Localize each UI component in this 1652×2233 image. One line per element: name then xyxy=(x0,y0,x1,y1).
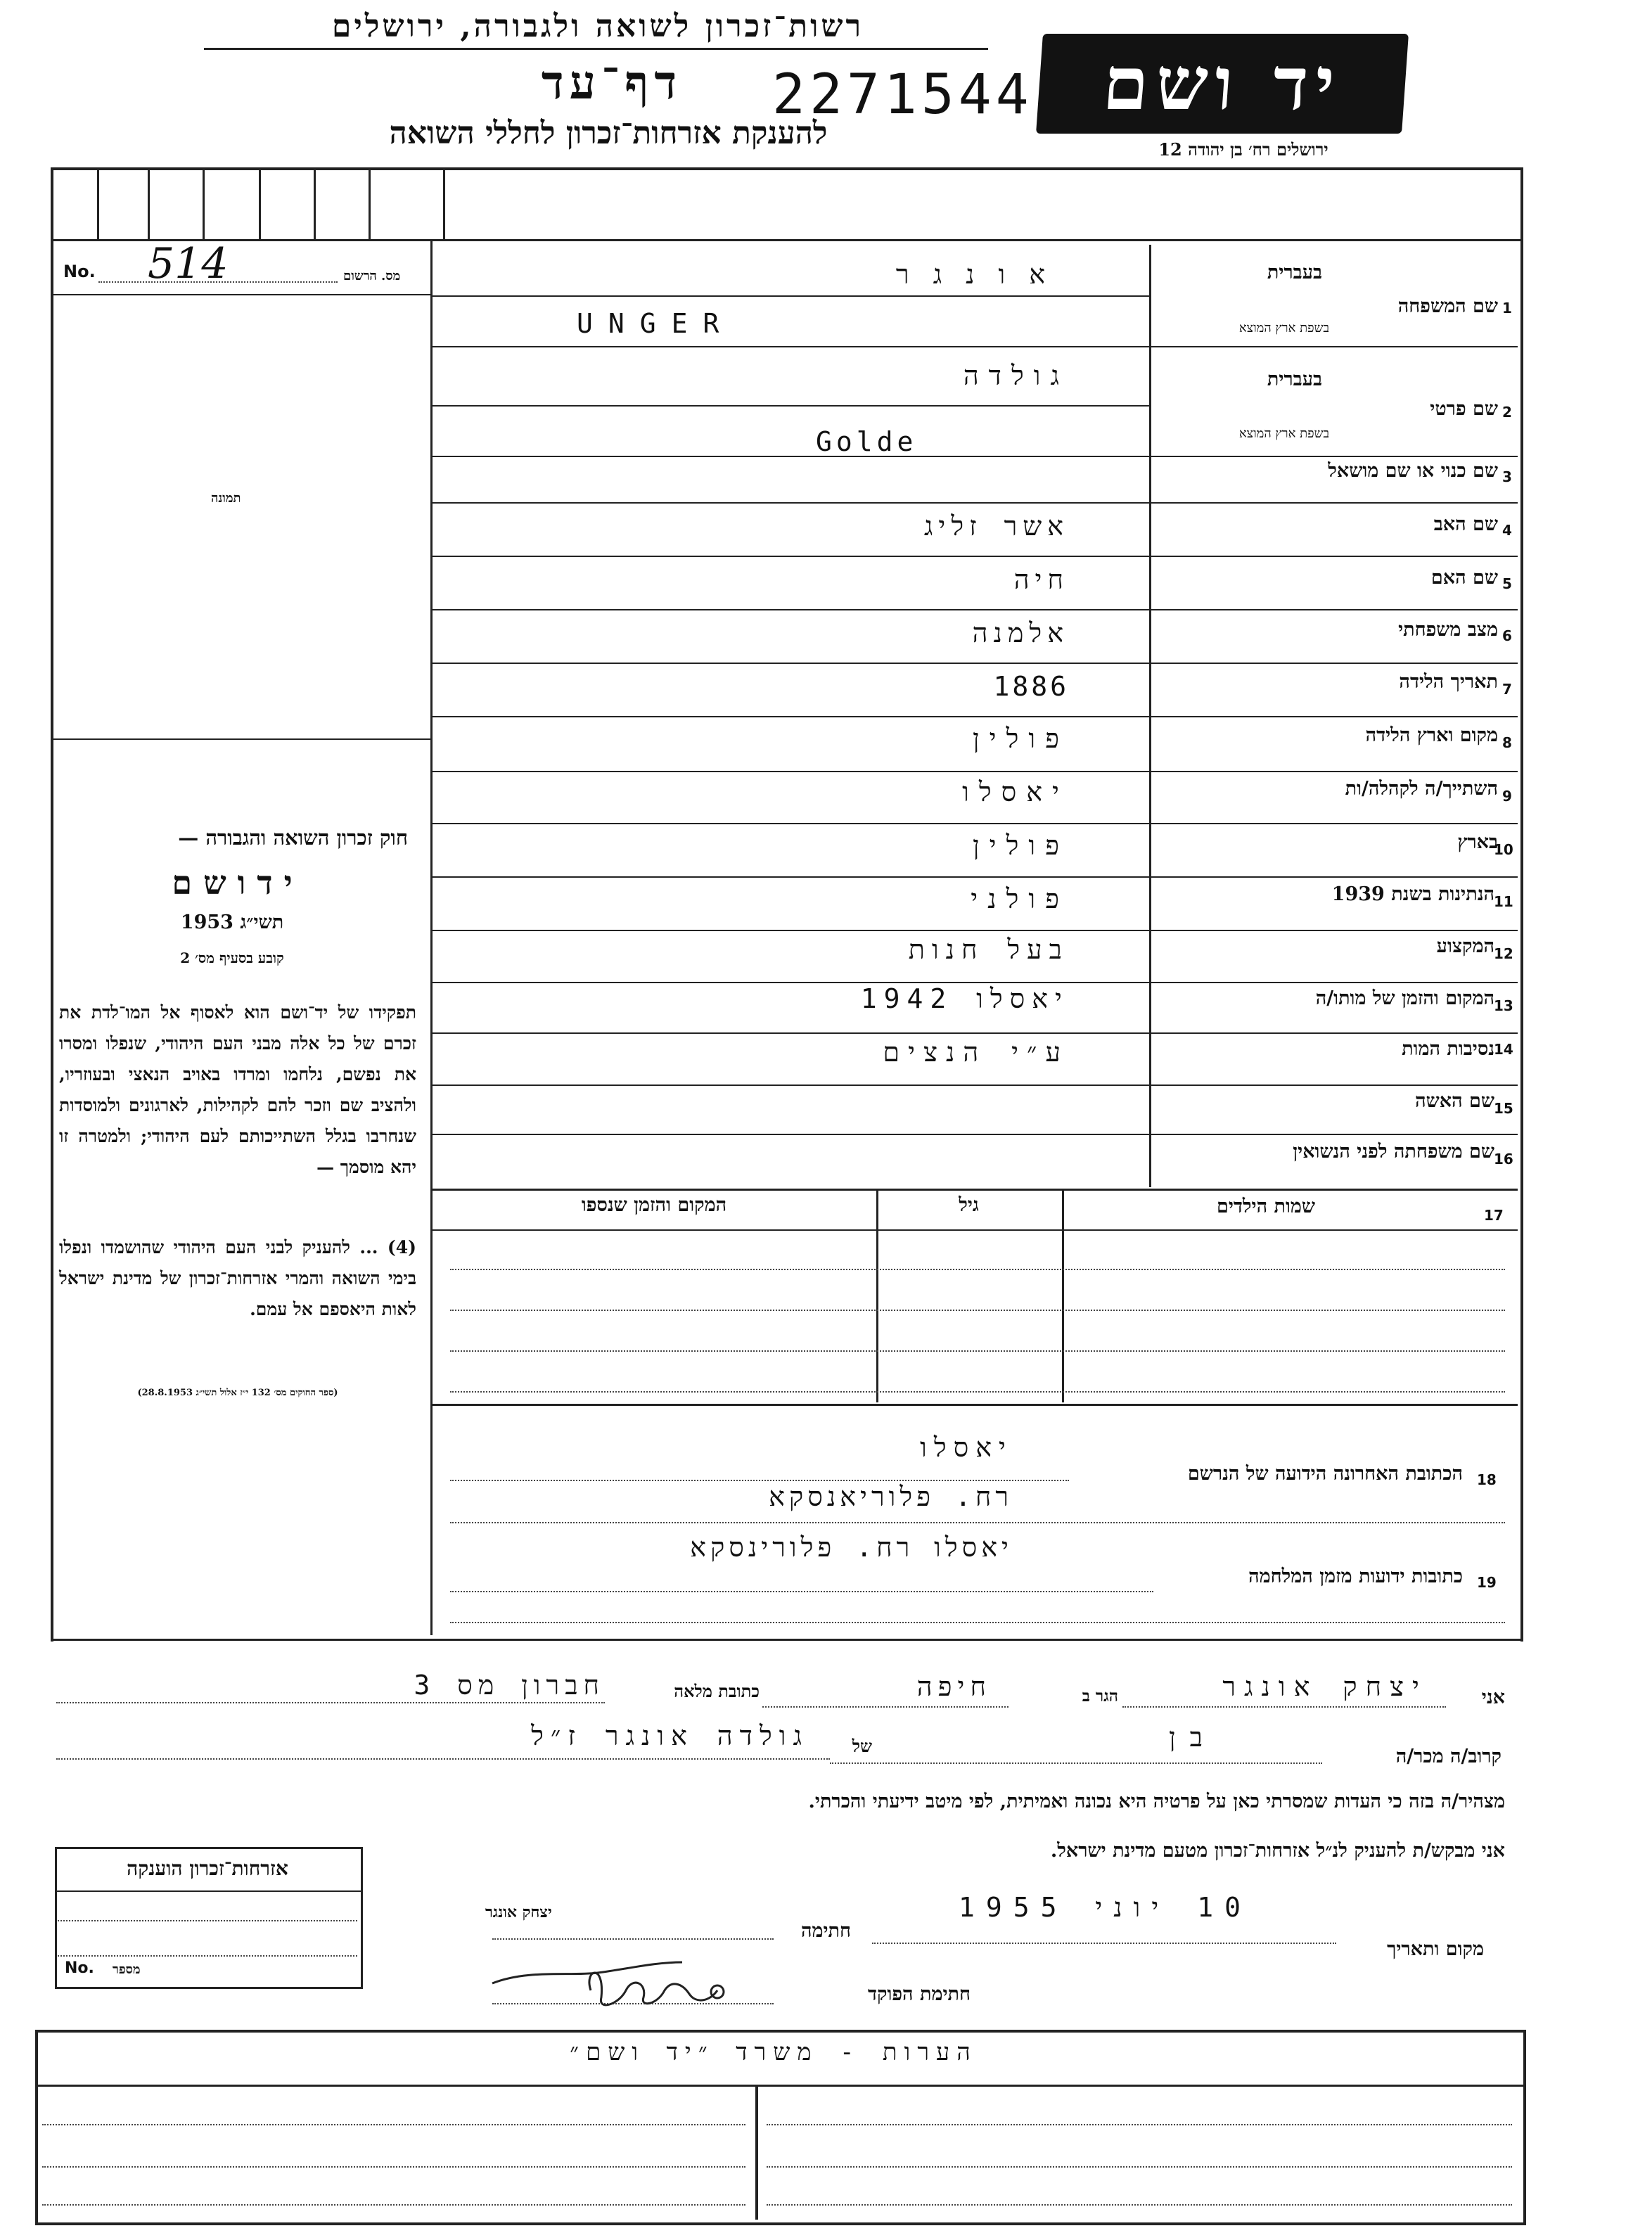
field-16-label: שם משפחתה לפני הנשואין xyxy=(1293,1141,1494,1163)
field-4-label: שם האב xyxy=(1433,513,1498,535)
citizenship-box-dotted xyxy=(58,1920,357,1921)
full-address-label: כתובת מלאה xyxy=(674,1681,760,1701)
field-14-label: נסיבות המות xyxy=(1402,1038,1494,1060)
declarant-signature: יצחק אונגר xyxy=(485,1903,552,1921)
field-3-label: שם כנוי או שם מושאל xyxy=(1328,460,1498,482)
field-16-number: 16 xyxy=(1494,1151,1513,1167)
remarks-line xyxy=(42,2124,745,2125)
field-2-sub-top: בעברית xyxy=(1267,369,1322,390)
relative-label: קרוב/ה מכר/ה xyxy=(1395,1746,1501,1767)
field-18-value-line1: יאסלו xyxy=(920,1432,1013,1463)
field-3-number: 3 xyxy=(1502,468,1512,485)
field-1-number: 1 xyxy=(1502,300,1512,316)
field-15-label: שם האשה xyxy=(1415,1090,1494,1112)
authority-title: רשות־זכרון לשואה ולגבורה, ירושלים xyxy=(331,8,864,44)
remarks-title: הערות - משרד ״יד ושם״ xyxy=(570,2038,978,2066)
field-7-label: תאריך הלידה xyxy=(1399,671,1498,693)
field-2-value: גולדה xyxy=(963,360,1069,391)
declarant-full-address: חברון מס 3 xyxy=(414,1670,605,1701)
law-text-main: תפקידו של יד־ושם הוא לאסוף אל המו־לדת את זכרם של כל אלה מבני העם היהודי, שנפלו ומסרו את נפשם, נלחמו ומרדו באויב הנאצי ובעוזריו, ולהציב שם וזכר להם לקהילות, לארגונים ולמוסדות שנחרבו בגלל השתייכותם לעם היהודי; ולמטרה זו יהא מוסמך — xyxy=(59,1002,416,1177)
photo-label: תמונה xyxy=(211,491,241,506)
children-col-age: גיל xyxy=(959,1194,979,1216)
declarant-name-line xyxy=(1122,1706,1446,1708)
row-line xyxy=(430,930,1518,931)
field-12-value: בעל חנות xyxy=(908,934,1069,965)
field-8-number: 8 xyxy=(1502,734,1512,751)
children-bottom-line xyxy=(430,1404,1518,1406)
declarant-relation: בן xyxy=(1169,1722,1217,1753)
field-19-number: 19 xyxy=(1477,1574,1497,1591)
officer-signature-scribble xyxy=(485,1941,738,2018)
field-4-value: אשר זליג xyxy=(923,511,1069,542)
declarant-city: חיפה xyxy=(916,1671,992,1702)
photo-divider xyxy=(51,738,430,740)
field-10-value: פולין xyxy=(972,830,1069,861)
field-10-label: בארץ xyxy=(1457,831,1498,853)
full-address-line xyxy=(56,1702,605,1703)
row-line xyxy=(430,876,1518,878)
field-18-number: 18 xyxy=(1477,1471,1497,1488)
field-9-label: השתייך/ה לקהלה/ות xyxy=(1345,778,1498,800)
law-title: חוק זכרון השואה והגבורה — xyxy=(178,826,408,850)
field-11-label: הנתינות בשנת 1939 xyxy=(1331,883,1494,905)
left-column-divider xyxy=(430,239,433,1635)
remarks-divider xyxy=(755,2085,758,2220)
children-row-line xyxy=(450,1310,1505,1311)
top-cell-divider xyxy=(369,167,371,239)
remarks-line xyxy=(42,2166,745,2168)
row-line xyxy=(430,1032,1518,1034)
top-row-divider xyxy=(51,239,1520,241)
declaration-text: מצהיר/ה בזה כי העדות שמסרתי כאן על פרטיה היא נכונה ואמיתית, לפי מיטב ידיעתי והכרתי. xyxy=(808,1791,1505,1812)
relation-line xyxy=(830,1762,1322,1764)
row-line xyxy=(430,1189,1518,1191)
row-line xyxy=(430,771,1518,772)
field-6-number: 6 xyxy=(1502,627,1512,644)
document-number: 2271544 xyxy=(772,63,1033,127)
row-line xyxy=(430,663,1518,664)
children-number: 17 xyxy=(1484,1207,1504,1224)
field-9-value: יאסלו xyxy=(962,776,1069,807)
field-14-number: 14 xyxy=(1494,1041,1513,1058)
children-header-line xyxy=(430,1229,1518,1231)
header-address: ירושלים רח׳ בן יהודה 12 xyxy=(1158,139,1328,160)
remarks-line xyxy=(767,2166,1512,2168)
children-row-line xyxy=(450,1269,1505,1270)
children-col-divider xyxy=(1062,1189,1064,1402)
field-11-value: פולני xyxy=(971,883,1069,914)
field-13-label: המקום והזמן של מותו/ה xyxy=(1315,987,1494,1009)
field-1-label: שם המשפחה xyxy=(1397,295,1498,317)
officer-signature-label: חתימת הפוקד xyxy=(868,1983,971,2005)
field-10-number: 10 xyxy=(1494,841,1513,858)
field-7-value: 1886 xyxy=(993,671,1069,702)
citizenship-box-dotted xyxy=(58,1955,357,1957)
row-line xyxy=(430,1084,1518,1086)
field-2-sub-bottom: בשפת ארץ המוצא xyxy=(1238,426,1329,441)
field-19-line xyxy=(450,1591,1153,1592)
row-line xyxy=(430,609,1518,610)
remarks-header-line xyxy=(35,2085,1523,2087)
declarant-city-line xyxy=(762,1706,1009,1708)
field-1-value-hebrew: אונגר xyxy=(895,259,1069,290)
reg-no-label: No. xyxy=(63,262,96,281)
deceased-name: גולדה אונגר ז״ל xyxy=(531,1720,809,1751)
row-line xyxy=(430,295,1149,297)
children-col-divider xyxy=(876,1189,878,1402)
field-12-label: המקצוע xyxy=(1436,935,1494,957)
children-col-names: שמות הילדים xyxy=(1216,1196,1316,1217)
row-line xyxy=(430,405,1149,407)
row-line xyxy=(430,1134,1518,1135)
field-2-label: שם פרטי xyxy=(1430,398,1498,420)
field-5-label: שם האם xyxy=(1430,567,1498,589)
field-6-label: מצב משפחתי xyxy=(1398,619,1498,641)
place-date-label: מקום ותאריך xyxy=(1387,1938,1484,1960)
reg-no-divider xyxy=(51,294,430,295)
field-1-sub-top: בעברית xyxy=(1267,262,1322,283)
citizenship-box-line xyxy=(55,1890,361,1892)
top-cell-divider xyxy=(97,167,99,239)
children-row-line xyxy=(450,1391,1505,1393)
row-line xyxy=(430,502,1518,504)
signature-label: חתימה xyxy=(800,1920,851,1942)
law-year: תשי״ג 1953 xyxy=(180,911,284,933)
declarant-name: יצחק אונגר xyxy=(1222,1671,1428,1702)
field-8-value: פולין xyxy=(972,723,1069,754)
field-5-number: 5 xyxy=(1502,575,1512,592)
field-19-label: כתובות ידועות מזמן המלחמה xyxy=(1248,1566,1463,1587)
yad-vashem-logo xyxy=(1036,34,1409,134)
remarks-line xyxy=(767,2204,1512,2206)
children-col-place: המקום והזמן שנספו xyxy=(581,1194,727,1216)
top-cell-divider xyxy=(148,167,150,239)
law-source: (ספר החוקים מס׳ 132 י״ז אלול תשי״ג 28.8.1953) xyxy=(137,1388,338,1398)
field-5-value: חיה xyxy=(1013,564,1069,595)
row-line xyxy=(430,823,1518,824)
row-line xyxy=(430,346,1518,347)
date-line xyxy=(872,1943,1336,1944)
form-subtitle: להענקת אזרחות־זכרון לחללי השואה xyxy=(389,115,828,151)
field-15-number: 15 xyxy=(1494,1100,1513,1117)
field-11-number: 11 xyxy=(1494,893,1513,910)
field-13-value: יאסלו 1942 xyxy=(860,983,1069,1014)
declarant-i-label: אני xyxy=(1481,1687,1505,1708)
citizenship-box-title: אזרחות־זכרון הוענקה xyxy=(127,1857,288,1880)
field-2-value-latin: Golde xyxy=(816,426,918,457)
row-line xyxy=(430,556,1518,557)
row-line xyxy=(430,716,1518,717)
deceased-line xyxy=(56,1758,830,1760)
children-row-line xyxy=(450,1350,1505,1352)
logo-text: יד ושם xyxy=(1100,40,1345,127)
of-label: של xyxy=(852,1736,872,1756)
top-cell-divider xyxy=(314,167,316,239)
reg-no-hebrew-label: מס. הרשום xyxy=(343,269,401,283)
request-text: אני מבקש/ת להעניק לנ״ל אזרחות־זכרון מטעם מדינת ישראל. xyxy=(1050,1840,1505,1862)
field-4-number: 4 xyxy=(1502,522,1512,539)
law-section: קובע בסעיף מס׳ 2 xyxy=(180,949,284,966)
field-18-value-line2: רח. פלוריאנסקא xyxy=(769,1481,1013,1512)
field-14-value: ע״י הנצים xyxy=(883,1037,1069,1068)
top-cell-divider xyxy=(259,167,261,239)
resides-label: הגר ב xyxy=(1082,1687,1118,1706)
field-18-label: הכתובת האחרונה הידועה של הנרשם xyxy=(1187,1463,1463,1485)
remarks-line xyxy=(767,2124,1512,2125)
declaration-date: 10 יוני 1955 xyxy=(958,1892,1252,1923)
field-1-sub-bottom: בשפת ארץ המוצא xyxy=(1238,321,1329,335)
reg-no-value: 514 xyxy=(148,239,229,288)
top-cell-divider xyxy=(443,167,445,239)
top-cell-divider xyxy=(203,167,205,239)
field-13-number: 13 xyxy=(1494,997,1513,1014)
signature-line xyxy=(492,1938,774,1940)
field-8-label: מקום וארץ הלידה xyxy=(1365,724,1498,746)
field-1-value-latin: UNGER xyxy=(577,308,735,339)
field-7-number: 7 xyxy=(1502,681,1512,698)
field-19-value: יאסלו רח. פלורינסקא xyxy=(690,1532,1013,1563)
field-2-number: 2 xyxy=(1502,404,1512,421)
remarks-line xyxy=(42,2204,745,2206)
field-9-number: 9 xyxy=(1502,788,1512,805)
field-19-line xyxy=(450,1622,1505,1623)
citizenship-no-hebrew: מספר xyxy=(113,1962,141,1977)
form-title: דף־עד xyxy=(541,55,683,110)
field-12-number: 12 xyxy=(1494,945,1513,962)
citizenship-no-label: No. xyxy=(65,1959,94,1977)
field-18-line xyxy=(450,1522,1505,1523)
section-divider xyxy=(51,1639,1520,1641)
authority-underline xyxy=(204,48,988,50)
law-text-clause: (4) ... להעניק לבני העם היהודי שהושמדו ונפלו בימי השואה והמרי אזרחות־זכרון של מדינת ישראל לאות היאספם אל עמם. xyxy=(59,1237,416,1319)
law-name: י ד ו ש ם xyxy=(172,864,293,902)
field-6-value: אלמנה xyxy=(972,618,1069,648)
